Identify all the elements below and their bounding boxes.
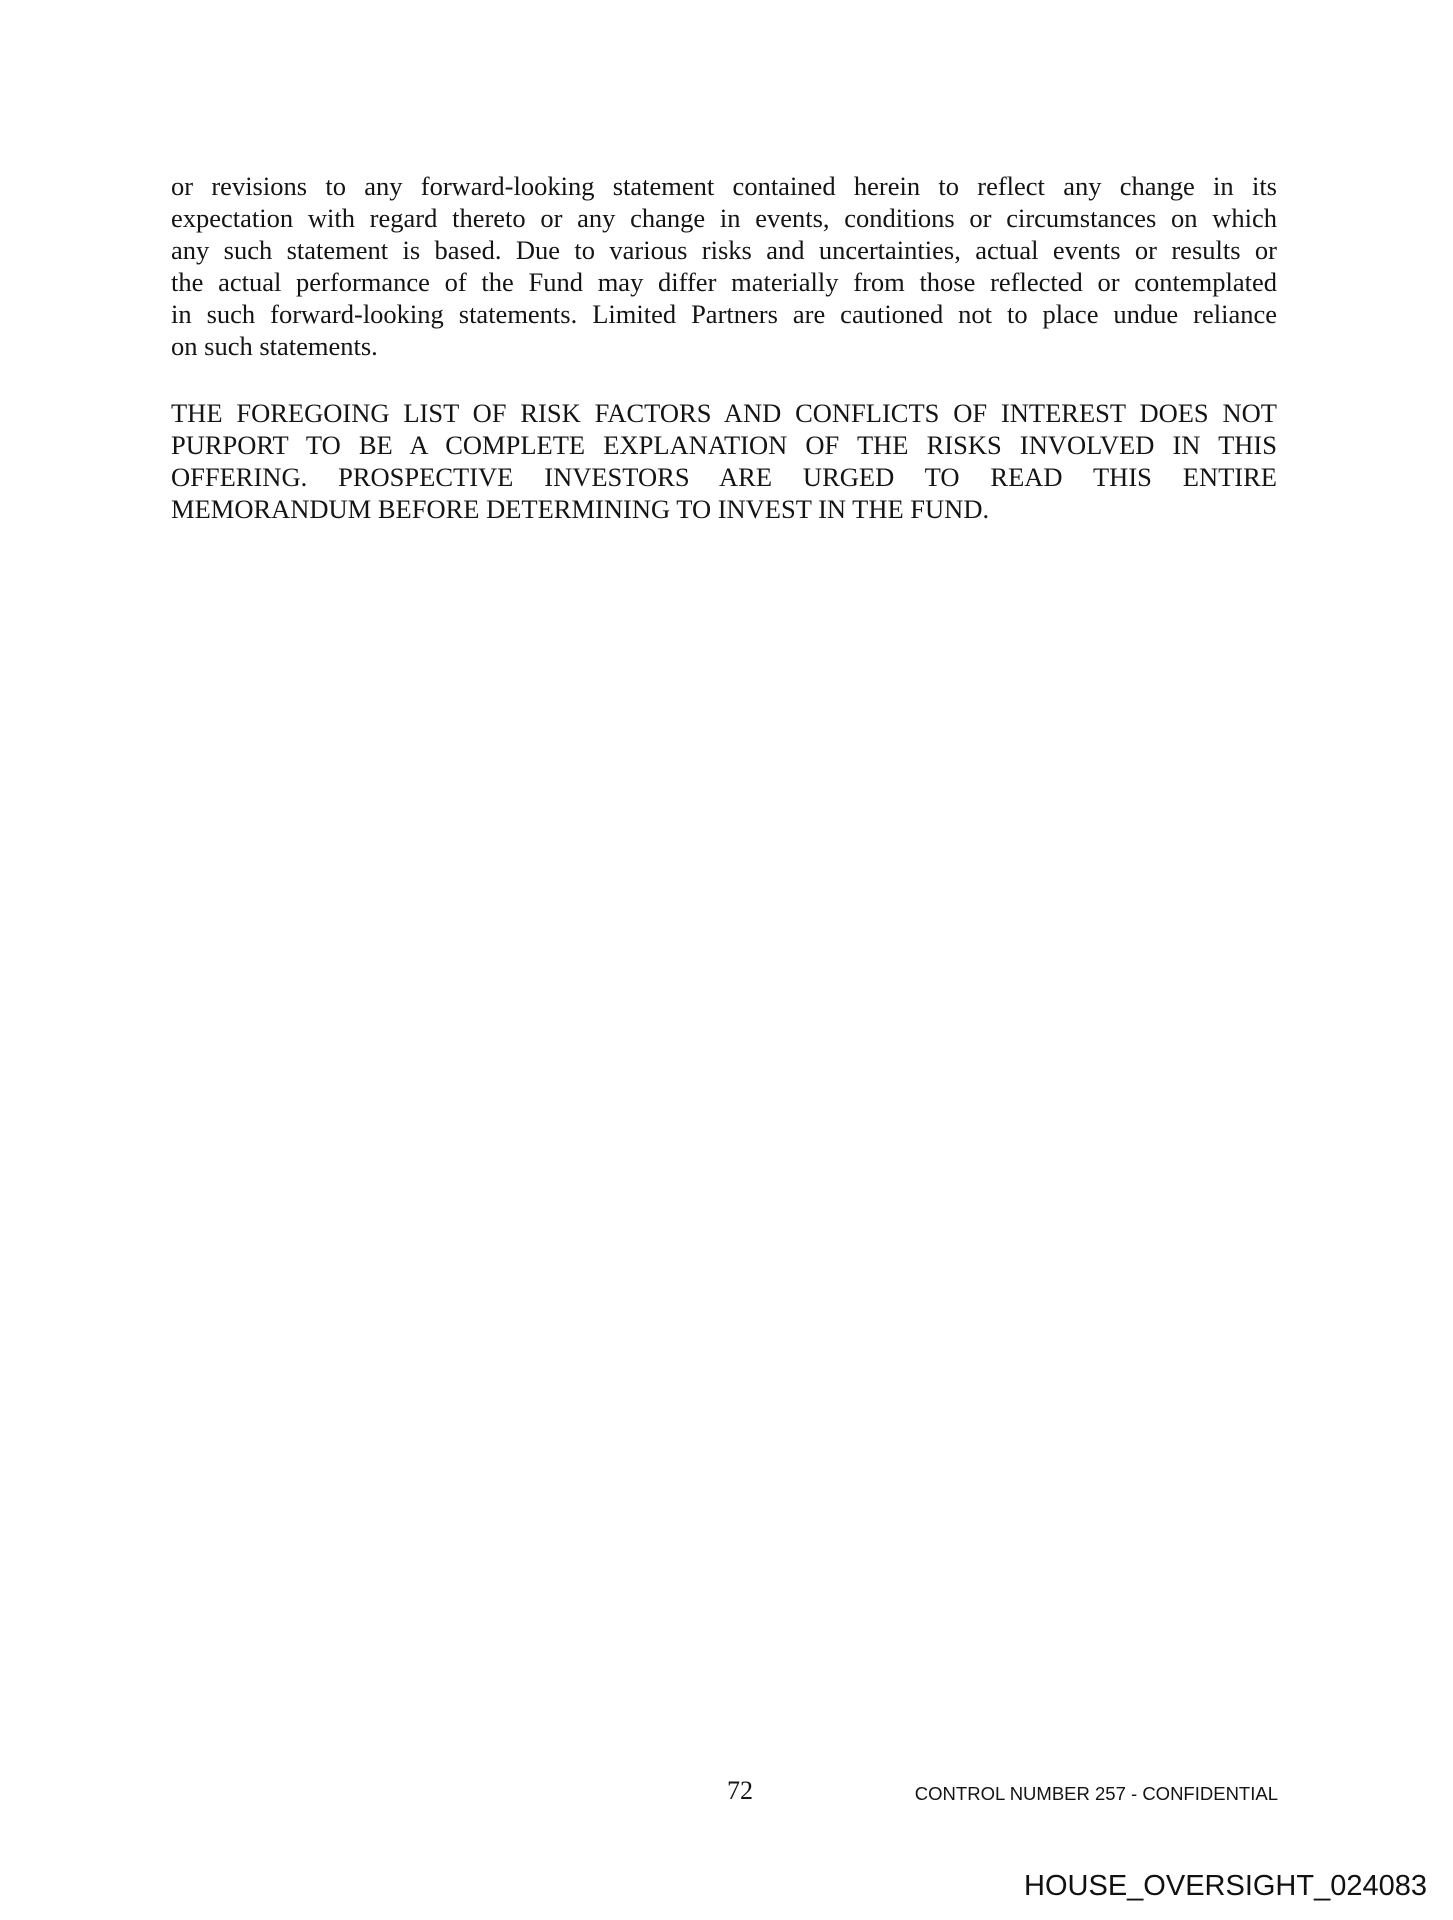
disclaimer-line: MEMORANDUM BEFORE DETERMINING TO INVEST IN THE FUND. [171,494,990,524]
body-line: expectation with regard thereto or any change in events, conditions or circumstances on which [171,203,1277,233]
disclaimer-line: PURPORT TO BE A COMPLETE EXPLANATION OF THE RISKS INVOLVED IN THIS [171,430,1277,460]
body-line: in such forward-looking statements. Limited Partners are cautioned not to place undue reliance [171,299,1277,329]
disclaimer-line: THE FOREGOING LIST OF RISK FACTORS AND CONFLICTS OF INTEREST DOES NOT [171,398,1277,428]
body-line: the actual performance of the Fund may differ materially from those reflected or contemplated [171,267,1277,297]
control-number: CONTROL NUMBER 257 - CONFIDENTIAL [914,1783,1278,1804]
body-line: any such statement is based. Due to various risks and uncertainties, actual events or results or [171,235,1277,265]
body-line: or revisions to any forward-looking statement contained herein to reflect any change in its [171,171,1277,201]
page-number: 72 [727,1776,753,1805]
body-line: on such statements. [171,331,378,361]
disclaimer-paragraph [171,397,1277,525]
body-paragraph [171,170,1277,362]
bates-stamp: HOUSE_OVERSIGHT_024083 [1024,1870,1427,1902]
disclaimer-line: OFFERING. PROSPECTIVE INVESTORS ARE URGED TO READ THIS ENTIRE [171,462,1277,492]
